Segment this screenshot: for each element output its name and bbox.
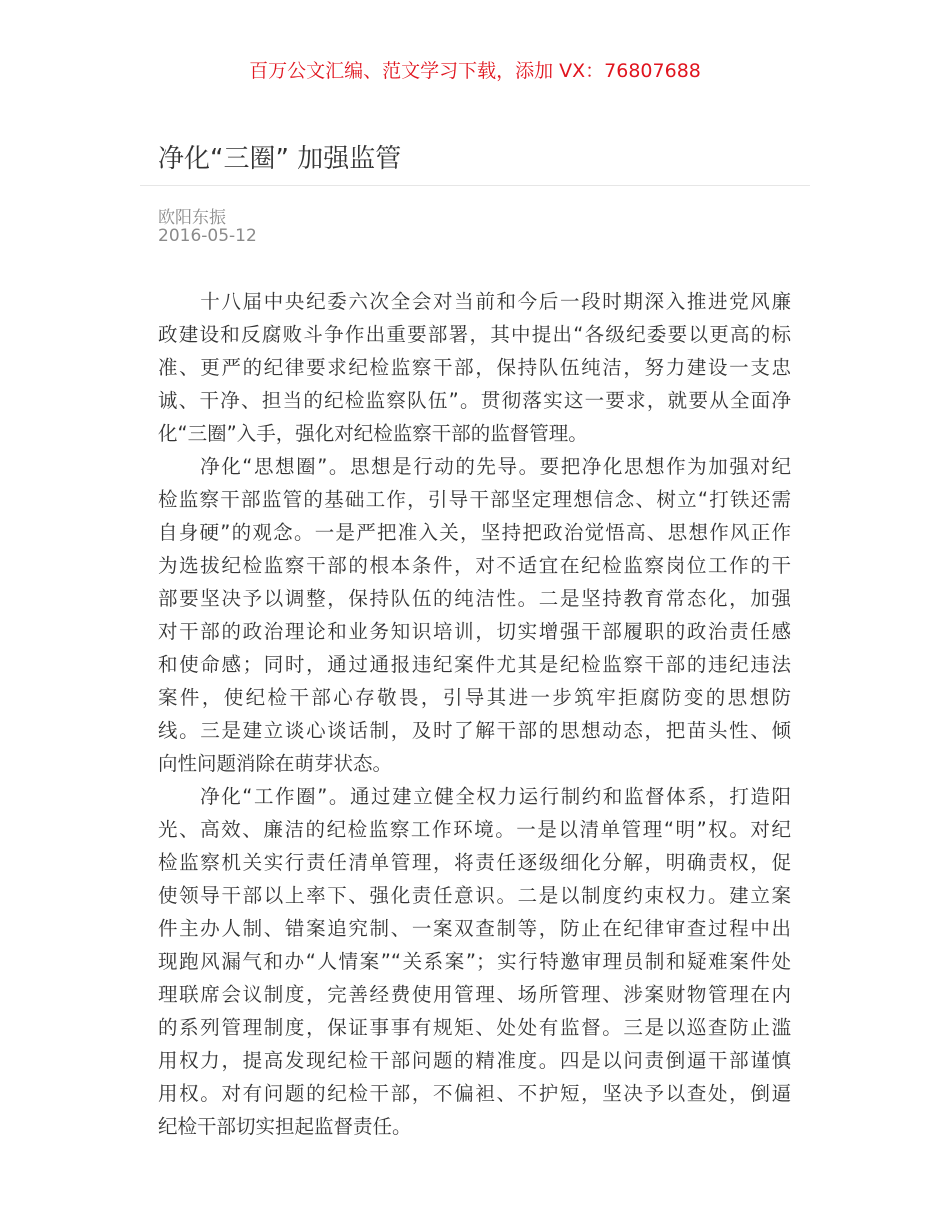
paragraph-line: 光、高效、廉洁的纪检监察工作环境。一是以清单管理“明”权。对纪	[158, 818, 791, 841]
paragraph-line: 向性问题消除在萌芽状态。	[158, 752, 393, 775]
paragraph-line: 纪检干部切实担起监督责任。	[158, 1115, 412, 1138]
paragraph-line: 线。三是建立谈心谈话制，及时了解干部的思想动态，把苗头性、倾	[158, 719, 791, 742]
paragraph-line: 化“三圈”入手，强化对纪检监察干部的监督管理。	[158, 422, 588, 445]
paragraph-line: 用权力，提高发现纪检干部问题的精准度。四是以问责倒逼干部谨慎	[158, 1049, 791, 1072]
article-title: 净化“三圈” 加强监管	[158, 144, 402, 174]
paragraph-line: 用权。对有问题的纪检干部，不偏袒、不护短，坚决予以查处，倒逼	[158, 1082, 791, 1105]
paragraph-line: 为选拔纪检监察干部的根本条件，对不适宜在纪检监察岗位工作的干	[158, 554, 791, 577]
paragraph	[158, 450, 791, 780]
paragraph-line: 理联席会议制度，完善经费使用管理、场所管理、涉案财物管理在内	[158, 983, 791, 1006]
paragraph-line: 部要坚决予以调整，保持队伍的纯洁性。二是坚持教育常态化，加强	[158, 587, 791, 610]
paragraph-line: 准、更严的纪律要求纪检监察干部，保持队伍纯洁，努力建设一支忠	[158, 356, 791, 379]
paragraph-line: 案件，使纪检干部心存敬畏，引导其进一步筑牢拒腐防变的思想防	[158, 686, 791, 709]
paragraph-line: 对干部的政治理论和业务知识培训，切实增强干部履职的政治责任感	[158, 620, 791, 643]
paragraph-line: 政建设和反腐败斗争作出重要部署，其中提出“各级纪委要以更高的标	[158, 323, 791, 346]
paragraph-line: 的系列管理制度，保证事事有规矩、处处有监督。三是以巡查防止滥	[158, 1016, 791, 1039]
title-divider	[140, 185, 810, 186]
article-author: 欧阳东振	[158, 208, 226, 228]
paragraph	[158, 285, 791, 450]
paragraph-line: 检监察干部监管的基础工作，引导干部坚定理想信念、树立“打铁还需	[158, 488, 791, 511]
article-date: 2016-05-12	[158, 226, 257, 246]
paragraph-line: 自身硬”的观念。一是严把准入关，坚持把政治觉悟高、思想作风正作	[158, 521, 791, 544]
watermark-banner: 百万公文汇编、范文学习下载，添加 VX：76807688	[249, 60, 701, 82]
paragraph-line: 净化“工作圈”。通过建立健全权力运行制约和监督体系，打造阳	[158, 785, 791, 808]
paragraph-line: 和使命感；同时，通过通报违纪案件尤其是纪检监察干部的违纪违法	[158, 653, 791, 676]
paragraph-line: 使领导干部以上率下、强化责任意识。二是以制度约束权力。建立案	[158, 884, 791, 907]
paragraph-line: 件主办人制、错案追究制、一案双查制等，防止在纪律审查过程中出	[158, 917, 791, 940]
paragraph-line: 净化“思想圈”。思想是行动的先导。要把净化思想作为加强对纪	[158, 455, 791, 478]
paragraph-line: 检监察机关实行责任清单管理，将责任逐级细化分解，明确责权，促	[158, 851, 791, 874]
paragraph	[158, 780, 791, 1143]
article-body	[158, 285, 791, 1143]
paragraph-line: 诚、干净、担当的纪检监察队伍”。贯彻落实这一要求，就要从全面净	[158, 389, 791, 412]
paragraph-line: 现跑风漏气和办“人情案”“关系案”；实行特邀审理员制和疑难案件处	[158, 950, 791, 973]
paragraph-line: 十八届中央纪委六次全会对当前和今后一段时期深入推进党风廉	[158, 290, 791, 313]
